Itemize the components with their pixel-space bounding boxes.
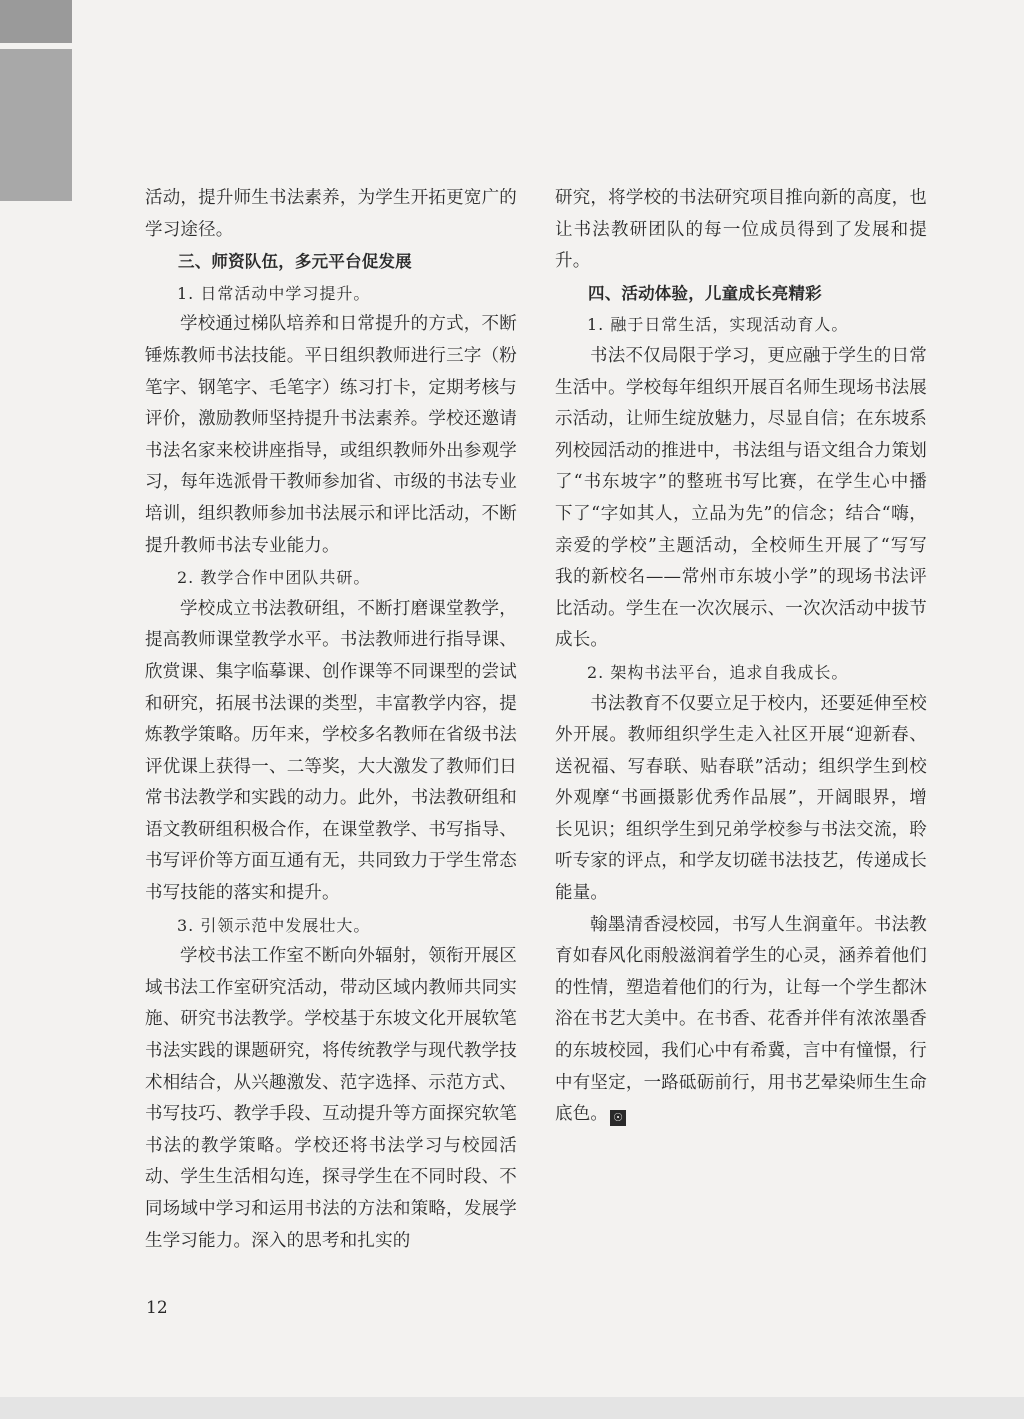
article-end-icon: ☉ — [610, 1110, 626, 1126]
paragraph: 学校书法工作室不断向外辐射，领衔开展区域书法工作室研究活动，带动区域内教师共同实施、研究书法教学。学校基于东坡文化开展软笔书法实践的课题研究，将传统教学与现代教学技术相结合，从兴趣激发、范字选择、示范方式、书写技巧、教学手段、互动提升等方面探究软笔书法的教学策略。学校还将书法学习与校园活动、学生生活相勾连，探寻学生在不同时段、不同场域中学习和运用书法的方法和策略，发展学生学习能力。深入的思考和扎实的 — [145, 946, 517, 1251]
side-tab-band — [0, 49, 72, 201]
subsection-heading: 1. 日常活动中学习提升。 — [177, 283, 371, 303]
paragraph: 翰墨清香浸校园，书写人生润童年。书法教育如春风化雨般滋润着学生的心灵，涵养着他们的性情，塑造着他们的行为，让每一个学生都沐浴在书艺大美中。在书香、花香并伴有浓浓墨香的东坡校园，我们心中有希冀，言中有憧憬，行中有坚定，一路砥砺前行，用书艺晕染师生生命底色。 ☉ — [555, 914, 927, 1125]
subsection-heading: 1. 融于日常生活，实现活动育人。 — [587, 315, 849, 335]
subsection-heading: 2. 架构书法平台，追求自我成长。 — [587, 662, 849, 682]
paragraph: 书法教育不仅要立足于校内，还要延伸至校外开展。教师组织学生走入社区开展“迎新春、送祝福、写春联、贴春联”活动；组织学生到校外观摩“书画摄影优秀作品展”，开阔眼界，增长见识；组织学生到兄弟学校参与书法交流，聆听专家的评点，和学友切磋书法技艺，传递成长能量。 — [555, 693, 927, 904]
section-heading: 三、师资队伍，多元平台促发展 — [178, 252, 412, 272]
corner-tab — [0, 0, 72, 43]
paragraph: 书法不仅局限于学习，更应融于学生的日常生活中。学校每年组织开展百名师生现场书法展示活动，让师生绽放魅力，尽显自信；在东坡系列校园活动的推进中，书法组与语文组合力策划了“书东坡字”的整班书写比赛，在学生心中播下了“字如其人，立品为先”的信念；结合“嗨，亲爱的学校”主题活动，全校师生开展了“写写我的新校名——常州市东坡小学”的现场书法评比活动。学生在一次次展示、一次次活动中拔节成长。 — [555, 345, 927, 651]
paragraph: 研究，将学校的书法研究项目推向新的高度，也让书法教研团队的每一位成员得到了发展和提升。 — [555, 188, 927, 272]
paragraph: 学校通过梯队培养和日常提升的方式，不断锤炼教师书法技能。平日组织教师进行三字（粉笔字、钢笔字、毛笔字）练习打卡，定期考核与评价，激励教师坚持提升书法素养。学校还邀请书法名家来校讲座指导，或组织教师外出参观学习，每年选派骨干教师参加省、市级的书法专业培训，组织教师参加书法展示和评比活动，不断提升教师书法专业能力。 — [145, 314, 517, 556]
section-heading: 四、活动体验，儿童成长亮精彩 — [588, 283, 822, 303]
right-column — [555, 183, 927, 1131]
paragraph: 活动，提升师生书法素养，为学生开拓更宽广的学习途径。 — [145, 188, 517, 240]
subsection-heading: 2. 教学合作中团队共研。 — [177, 568, 371, 588]
left-column — [145, 183, 517, 1257]
bottom-strip — [0, 1397, 1024, 1419]
page-number: 12 — [146, 1298, 168, 1318]
paragraph: 学校成立书法教研组，不断打磨课堂教学，提高教师课堂教学水平。书法教师进行指导课、欣赏课、集字临摹课、创作课等不同课型的尝试和研究，拓展书法课的类型，丰富教学内容，提炼教学策略。历年来，学校多名教师在省级书法评优课上获得一、二等奖，大大激发了教师们日常书法教学和实践的动力。此外，书法教研组和语文教研组积极合作，在课堂教学、书写指导、书写评价等方面互通有无，共同致力于学生常态书写技能的落实和提升。 — [145, 598, 517, 904]
subsection-heading: 3. 引领示范中发展壮大。 — [177, 915, 371, 935]
